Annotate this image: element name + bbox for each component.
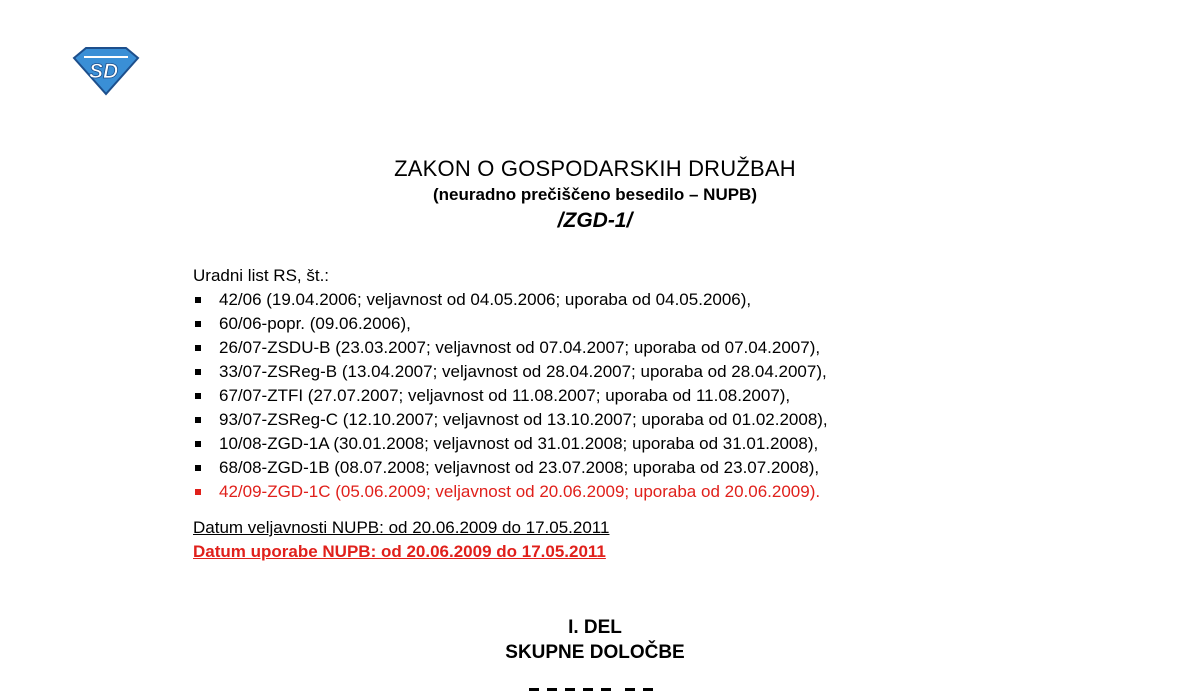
bullet-square-icon <box>195 465 201 471</box>
gazette-item-text: 33/07-ZSReg-B (13.04.2007; veljavnost od 28.04.2007; uporaba od 28.04.2007), <box>219 362 827 381</box>
gazette-item-text: 60/06-popr. (09.06.2006), <box>219 314 411 333</box>
sd-shield-logo-icon <box>70 44 142 98</box>
glyph-fragment <box>643 688 653 691</box>
glyph-fragment <box>565 688 575 691</box>
gazette-item-text: 42/06 (19.04.2006; veljavnost od 04.05.2006; uporaba od 04.05.2006), <box>219 290 752 309</box>
bullet-square-icon <box>195 297 201 303</box>
glyph-fragment <box>601 688 611 691</box>
gazette-item <box>193 312 1093 336</box>
bullet-square-icon <box>195 369 201 375</box>
document-title: ZAKON O GOSPODARSKIH DRUŽBAH <box>394 156 796 181</box>
validity-dates <box>193 516 609 564</box>
gazette-item <box>193 384 1093 408</box>
part-heading-block <box>0 615 1190 665</box>
gazette-item <box>193 432 1093 456</box>
gazette-item-text: 42/09-ZGD-1C (05.06.2009; veljavnost od 20.06.2009; uporaba od 20.06.2009). <box>219 482 821 501</box>
glyph-fragment <box>547 688 557 691</box>
validity-date-line: Datum veljavnosti NUPB: od 20.06.2009 do 17.05.2011 <box>193 518 610 537</box>
gazette-item-text: 68/08-ZGD-1B (08.07.2008; veljavnost od 23.07.2008; uporaba od 23.07.2008), <box>219 458 820 477</box>
svg-text:D: D <box>103 60 119 83</box>
gazette-item <box>193 336 1093 360</box>
bullet-square-icon <box>195 417 201 423</box>
bullet-square-icon <box>195 321 201 327</box>
part-number: I. DEL <box>568 617 622 638</box>
gazette-item-text: 10/08-ZGD-1A (30.01.2008; veljavnost od 31.01.2008; uporaba od 31.01.2008), <box>219 434 819 453</box>
gazette-item <box>193 360 1093 384</box>
gazette-item-text: 67/07-ZTFI (27.07.2007; veljavnost od 11.08.2007; uporaba od 11.08.2007), <box>219 386 791 405</box>
bullet-square-icon <box>195 345 201 351</box>
bullet-square-icon <box>195 441 201 447</box>
document-title-block <box>0 156 1190 234</box>
gazette-item <box>193 408 1093 432</box>
official-gazette-section <box>193 264 1093 504</box>
cut-off-next-line <box>525 688 665 695</box>
glyph-fragment <box>529 688 539 691</box>
document-subtitle: (neuradno prečiščeno besedilo – NUPB) <box>432 185 757 204</box>
glyph-fragment <box>625 688 635 691</box>
usage-date-line: Datum uporabe NUPB: od 20.06.2009 do 17.05.2011 <box>193 542 606 561</box>
gazette-item <box>193 456 1093 480</box>
part-heading: SKUPNE DOLOČBE <box>505 642 685 663</box>
glyph-fragment <box>583 688 593 691</box>
official-gazette-label: Uradni list RS, št.: <box>193 266 330 285</box>
official-gazette-list <box>193 288 1093 504</box>
document-abbreviation: /ZGD-1/ <box>557 209 633 232</box>
gazette-item-text: 26/07-ZSDU-B (23.03.2007; veljavnost od 07.04.2007; uporaba od 07.04.2007), <box>219 338 821 357</box>
gazette-item <box>193 288 1093 312</box>
bullet-square-icon <box>195 393 201 399</box>
logo <box>70 44 142 98</box>
gazette-item-text: 93/07-ZSReg-C (12.10.2007; veljavnost od 13.10.2007; uporaba od 01.02.2008), <box>219 410 828 429</box>
gazette-item-current <box>193 480 1093 504</box>
svg-text:S: S <box>89 60 104 83</box>
bullet-square-icon <box>195 489 201 495</box>
